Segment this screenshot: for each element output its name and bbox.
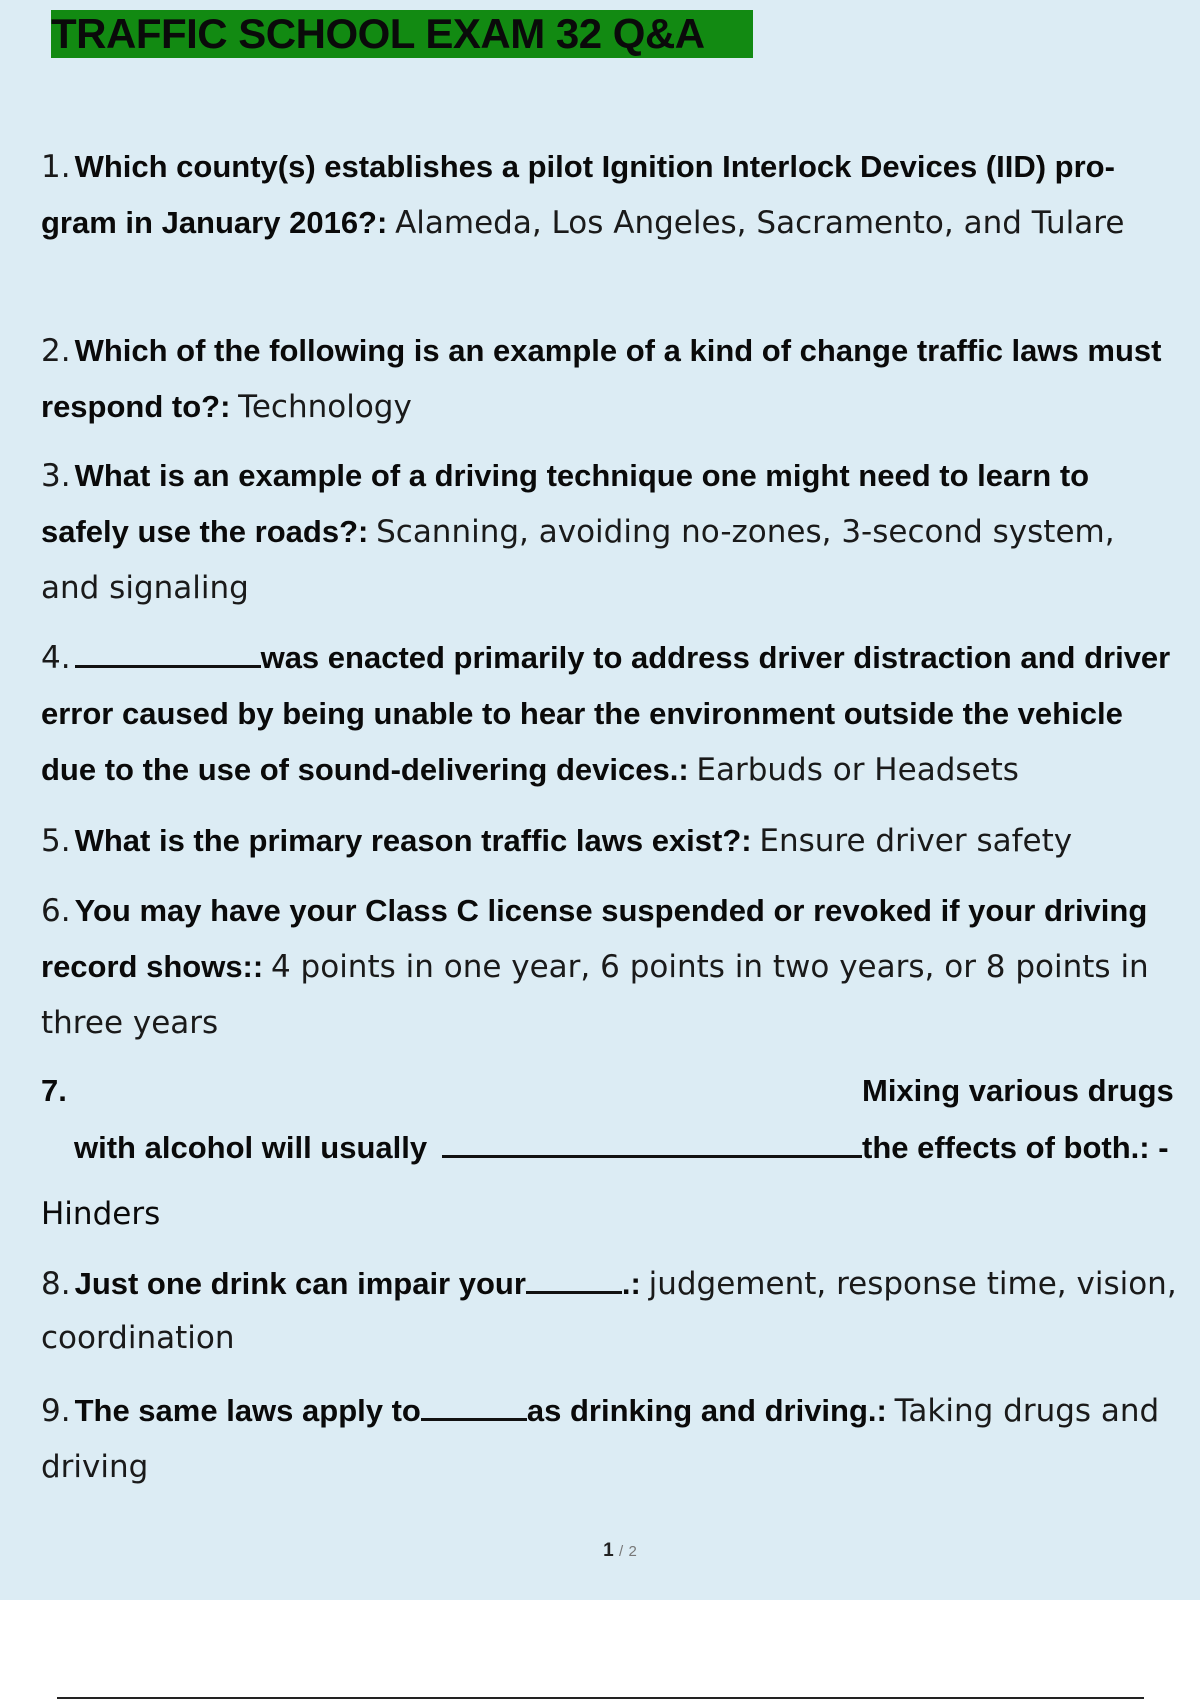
question-text: was enacted primarily to address driver distraction and driver error caused by being unable to hear the environment outside the vehicle due to the use of sound-delivering devices.: xyxy=(41,640,1171,787)
question-text: What is an example of a driving technique one might need to learn to safely use the roads?: xyxy=(41,458,1090,549)
question-number: 4. xyxy=(41,640,71,676)
answer-blank xyxy=(421,1392,527,1421)
document-title: TRAFFIC SCHOOL EXAM 32 Q&A xyxy=(51,10,753,58)
question-text: You may have your Class C license suspended or revoked if your driving record shows:: xyxy=(41,893,1148,984)
answer-blank-wrap xyxy=(442,1120,862,1176)
answer-blank xyxy=(75,639,261,668)
question-number: 2. xyxy=(41,333,71,369)
page-bottom-rule xyxy=(57,1697,1144,1699)
answer-text: Ensure driver safety xyxy=(759,823,1073,859)
question-6 xyxy=(41,883,1181,1051)
question-text: Mixing various drugs xyxy=(862,1073,1174,1108)
question-text-end: .: xyxy=(621,1266,641,1301)
question-text: Which of the following is an example of a kind of change traffic laws must respond to?: xyxy=(41,333,1162,424)
question-text: Just one drink can impair your xyxy=(74,1266,526,1301)
question-8 xyxy=(41,1257,1181,1365)
question-number: 7. xyxy=(41,1073,67,1108)
answer-text: Scanning, avoiding no-zones, 3-second system, and signaling xyxy=(41,514,1115,606)
total-pages: 2 xyxy=(628,1543,637,1560)
answer-text: Taking drugs and driving xyxy=(41,1393,1160,1485)
current-page: 1 xyxy=(603,1540,614,1561)
question-9 xyxy=(41,1383,1181,1495)
question-text-end: as drinking and driving.: xyxy=(526,1393,887,1428)
question-3 xyxy=(41,448,1181,616)
question-text: Which county(s) establishes a pilot Ignition Interlock Devices (IID) pro- gram in January 2016?: xyxy=(41,149,1115,240)
page-indicator xyxy=(0,1540,1200,1562)
answer-text: judgement, response time, vision, coordination xyxy=(41,1266,1177,1356)
answer-text: Earbuds or Headsets xyxy=(696,752,1019,788)
question-5 xyxy=(41,813,1181,869)
answer-text: 4 points in one year, 6 points in two years, or 8 points in three years xyxy=(41,949,1149,1041)
answer-blank xyxy=(526,1265,622,1294)
answer-text: Alameda, Los Angeles, Sacramento, and Tulare xyxy=(395,205,1125,241)
question-text: with alcohol will usually xyxy=(74,1130,428,1165)
question-text: The same laws apply to xyxy=(74,1393,421,1428)
question-number: 9. xyxy=(41,1393,71,1429)
question-number: 6. xyxy=(41,893,71,929)
answer-blank xyxy=(442,1129,862,1158)
question-1 xyxy=(41,139,1181,251)
question-text: the effects of both.: - xyxy=(862,1130,1169,1165)
page-separator: / xyxy=(619,1543,624,1560)
question-4 xyxy=(41,630,1181,798)
question-number: 5. xyxy=(41,823,71,859)
answer-text: Technology xyxy=(238,389,412,425)
question-number: 1. xyxy=(41,149,71,185)
question-number: 3. xyxy=(41,458,71,494)
question-text: What is the primary reason traffic laws exist?: xyxy=(74,823,752,858)
answer-text: Hinders xyxy=(41,1196,161,1232)
question-2 xyxy=(41,323,1181,435)
question-number: 8. xyxy=(41,1266,71,1302)
